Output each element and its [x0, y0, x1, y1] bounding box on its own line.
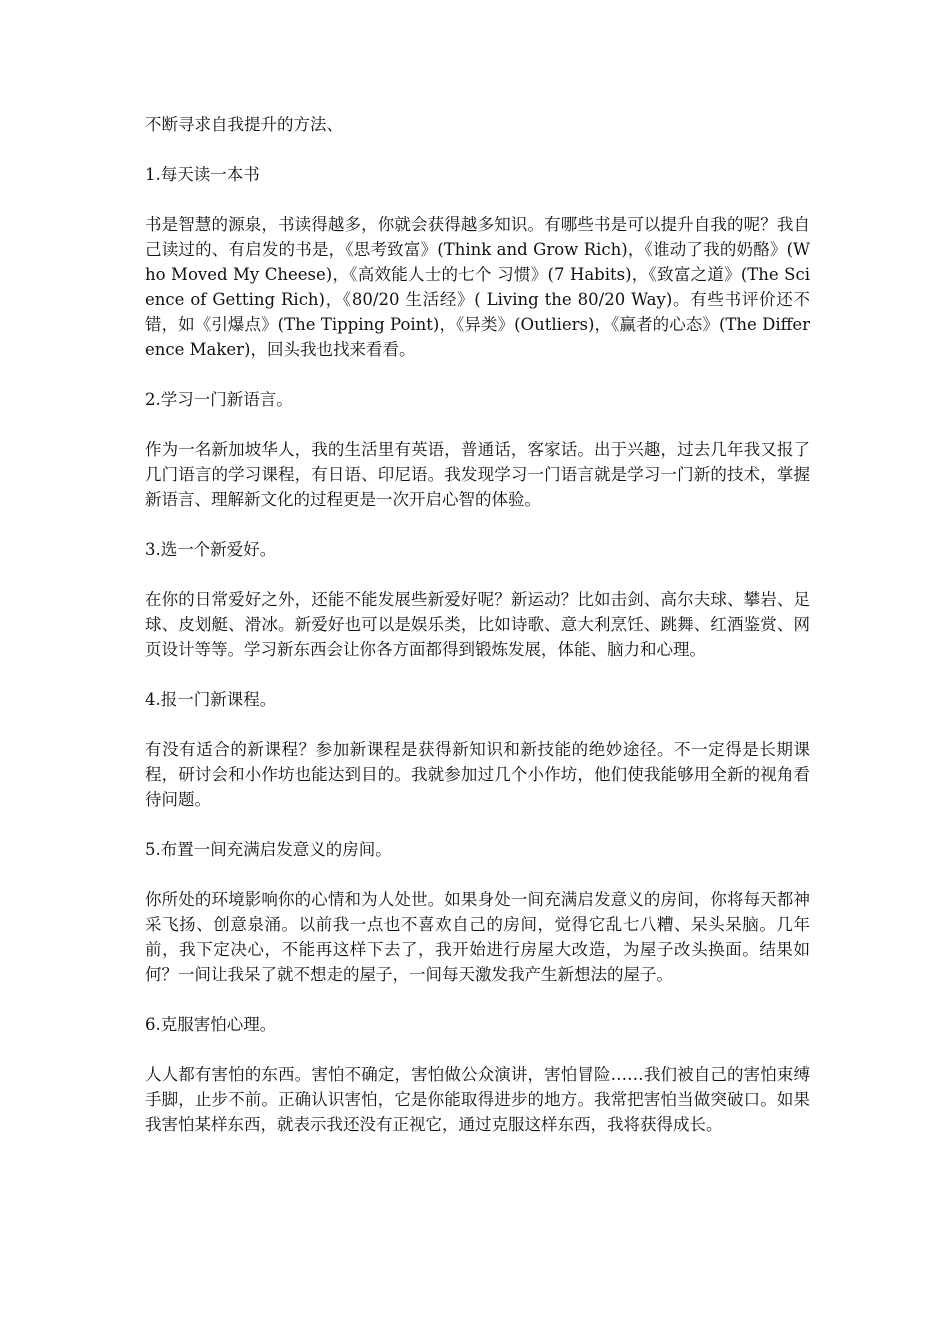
section-heading-3: 3.选一个新爱好。 — [145, 540, 277, 559]
section-heading-2: 2.学习一门新语言。 — [145, 390, 293, 409]
section-heading-1: 1.每天读一本书 — [145, 165, 260, 184]
section-body-4: 有没有适合的新课程？参加新课程是获得新知识和新技能的绝妙途径。不一定得是长期课程，研讨会和小作坊也能达到目的。我就参加过几个小作坊，他们使我能够用全新的视角看待问题。 — [145, 740, 810, 809]
section-body-2: 作为一名新加坡华人，我的生活里有英语，普通话，客家话。出于兴趣，过去几年我又报了几门语言的学习课程，有日语、印尼语。我发现学习一门语言就是学习一门新的技术，掌握新语言、理解新文化的过程更是一次开启心智的体验。 — [145, 440, 810, 509]
section-body-3: 在你的日常爱好之外，还能不能发展些新爱好呢？新运动？比如击剑、高尔夫球、攀岩、足球、皮划艇、滑冰。新爱好也可以是娱乐类，比如诗歌、意大利烹饪、跳舞、红酒鉴赏、网页设计等等。学习新东西会让你各方面都得到锻炼发展，体能、脑力和心理。 — [145, 590, 810, 659]
section-body-6: 人人都有害怕的东西。害怕不确定，害怕做公众演讲，害怕冒险……我们被自己的害怕束缚手脚，止步不前。正确认识害怕，它是你能取得进步的地方。我常把害怕当做突破口。如果我害怕某样东西，就表示我还没有正视它，通过克服这样东西，我将获得成长。 — [145, 1065, 810, 1134]
section-heading-4: 4.报一门新课程。 — [145, 690, 277, 709]
section-heading-6: 6.克服害怕心理。 — [145, 1015, 277, 1034]
document-content — [145, 112, 810, 1137]
intro-line: 不断寻求自我提升的方法、 — [145, 115, 343, 134]
section-heading-5: 5.布置一间充满启发意义的房间。 — [145, 840, 392, 859]
section-body-5: 你所处的环境影响你的心情和为人处世。如果身处一间充满启发意义的房间，你将每天都神采飞扬、创意泉涌。以前我一点也不喜欢自己的房间，觉得它乱七八糟、呆头呆脑。几年前，我下定决心，不能再这样下去了，我开始进行房屋大改造，为屋子改头换面。结果如何？一间让我呆了就不想走的屋子，一间每天激发我产生新想法的屋子。 — [145, 890, 810, 984]
section-body-1: 书是智慧的源泉，书读得越多，你就会获得越多知识。有哪些书是可以提升自我的呢？我自己读过的、有启发的书是，《思考致富》(Think and Grow Rich)，《谁动了我的奶酪》(Who Moved My Cheese)，《高效能人士的七个 习惯》(7 Habits)，《致富之道》(The Science of Getting Rich)，《80/20 生活经》( Living the 80/20 Way)。有些书评价还不错，如《引爆点》(The Tipping Point)，《异类》(Outliers)，《赢者的心态》(The Difference Maker)，回头我也找来看看。 — [145, 215, 810, 359]
